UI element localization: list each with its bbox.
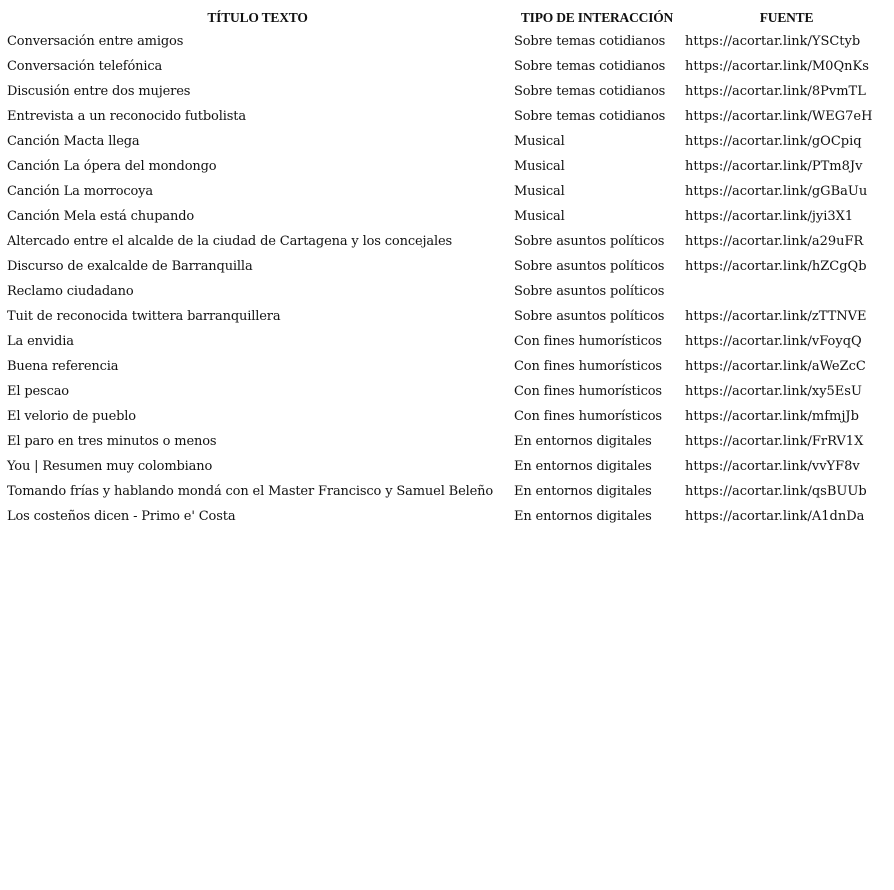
cell-interaction-type: En entornos digitales	[514, 434, 652, 449]
table-row	[4, 504, 890, 529]
table-row	[4, 279, 890, 304]
cell-interaction-type: Sobre temas cotidianos	[514, 84, 666, 99]
cell-source-link[interactable]: https://acortar.link/mfmjJb	[685, 409, 859, 424]
cell-source-link[interactable]: https://acortar.link/PTm8Jv	[685, 159, 863, 174]
cell-interaction-type: Musical	[514, 209, 565, 224]
cell-source-link[interactable]: https://acortar.link/8PvmTL	[685, 84, 866, 99]
cell-source-link[interactable]: https://acortar.link/qsBUUb	[685, 484, 867, 499]
cell-source-link[interactable]: https://acortar.link/WEG7eH	[685, 109, 873, 124]
cell-interaction-type: Musical	[514, 184, 565, 199]
cell-title: Canción La ópera del mondongo	[7, 159, 217, 174]
header-title: TÍTULO TEXTO	[207, 9, 308, 25]
cell-title: Tuit de reconocida twittera barranquillera	[7, 309, 281, 324]
cell-title: El velorio de pueblo	[7, 409, 136, 424]
table-row	[4, 479, 890, 504]
cell-interaction-type: Sobre asuntos políticos	[514, 309, 665, 324]
cell-source-link[interactable]: https://acortar.link/aWeZcC	[685, 359, 866, 374]
cell-source-link	[683, 279, 890, 304]
cell-source-link[interactable]: https://acortar.link/gOCpiq	[685, 134, 862, 149]
cell-title: You | Resumen muy colombiano	[7, 459, 213, 474]
table-row	[4, 454, 890, 479]
table-row	[4, 179, 890, 204]
cell-title: Altercado entre el alcalde de la ciudad de Cartagena y los concejales	[7, 234, 453, 249]
cell-source-link[interactable]: https://acortar.link/jyi3X1	[685, 209, 854, 224]
cell-title: La envidia	[7, 334, 74, 349]
cell-interaction-type: Con fines humorísticos	[514, 409, 662, 424]
cell-source-link[interactable]: https://acortar.link/vvYF8v	[685, 459, 860, 474]
cell-interaction-type: En entornos digitales	[514, 459, 652, 474]
table-row	[4, 379, 890, 404]
cell-interaction-type: En entornos digitales	[514, 484, 652, 499]
table-row	[4, 354, 890, 379]
cell-title: Canción Macta llega	[7, 134, 140, 149]
table-row	[4, 129, 890, 154]
cell-source-link[interactable]: https://acortar.link/A1dnDa	[685, 509, 865, 524]
cell-source-link[interactable]: https://acortar.link/xy5EsU	[685, 384, 862, 399]
cell-interaction-type: Musical	[514, 159, 565, 174]
table-row	[4, 254, 890, 279]
header-source: FUENTE	[759, 9, 814, 25]
cell-title: Conversación entre amigos	[7, 34, 184, 49]
cell-title: Canción Mela está chupando	[7, 209, 195, 224]
cell-interaction-type: Sobre temas cotidianos	[514, 109, 666, 124]
cell-interaction-type: Sobre temas cotidianos	[514, 59, 666, 74]
cell-interaction-type: En entornos digitales	[514, 509, 652, 524]
cell-interaction-type: Sobre asuntos políticos	[514, 259, 665, 274]
sources-table	[4, 6, 890, 529]
cell-title: Los costeños dicen - Primo e' Costa	[7, 509, 236, 524]
table-header	[4, 6, 890, 29]
cell-title: Canción La morrocoya	[7, 184, 153, 199]
table-row	[4, 329, 890, 354]
cell-source-link[interactable]: https://acortar.link/YSCtyb	[685, 34, 861, 49]
table-row	[4, 429, 890, 454]
table-row	[4, 229, 890, 254]
cell-title: Discurso de exalcalde de Barranquilla	[7, 259, 253, 274]
cell-source-link[interactable]: https://acortar.link/a29uFR	[685, 234, 864, 249]
cell-title: Conversación telefónica	[7, 59, 163, 74]
table-row	[4, 404, 890, 429]
cell-title: El paro en tres minutos o menos	[7, 434, 217, 449]
cell-source-link[interactable]: https://acortar.link/hZCgQb	[685, 259, 867, 274]
cell-title: Entrevista a un reconocido futbolista	[7, 109, 246, 124]
cell-title: Discusión entre dos mujeres	[7, 84, 191, 99]
table-row	[4, 154, 890, 179]
cell-interaction-type: Con fines humorísticos	[514, 359, 662, 374]
header-row	[4, 6, 890, 29]
cell-interaction-type: Con fines humorísticos	[514, 334, 662, 349]
cell-source-link[interactable]: https://acortar.link/FrRV1X	[685, 434, 864, 449]
cell-title: Buena referencia	[7, 359, 119, 374]
table-body	[4, 29, 890, 529]
cell-title: Tomando frías y hablando mondá con el Master Francisco y Samuel Beleño	[7, 484, 494, 499]
cell-title: El pescao	[7, 384, 69, 399]
cell-source-link[interactable]: https://acortar.link/M0QnKs	[685, 59, 869, 74]
table-row	[4, 79, 890, 104]
cell-source-link[interactable]: https://acortar.link/vFoyqQ	[685, 334, 862, 349]
cell-interaction-type: Con fines humorísticos	[514, 384, 662, 399]
cell-interaction-type: Sobre asuntos políticos	[514, 234, 665, 249]
cell-interaction-type: Sobre asuntos políticos	[514, 284, 665, 299]
table-row	[4, 104, 890, 129]
table-row	[4, 204, 890, 229]
table-row	[4, 54, 890, 79]
cell-title: Reclamo ciudadano	[7, 284, 134, 299]
cell-interaction-type: Sobre temas cotidianos	[514, 34, 666, 49]
cell-source-link[interactable]: https://acortar.link/gGBaUu	[685, 184, 868, 199]
cell-source-link[interactable]: https://acortar.link/zTTNVE	[685, 309, 867, 324]
table-row	[4, 29, 890, 54]
header-interaction-type: TIPO DE INTERACCIÓN	[520, 9, 674, 25]
cell-interaction-type: Musical	[514, 134, 565, 149]
table-row	[4, 304, 890, 329]
